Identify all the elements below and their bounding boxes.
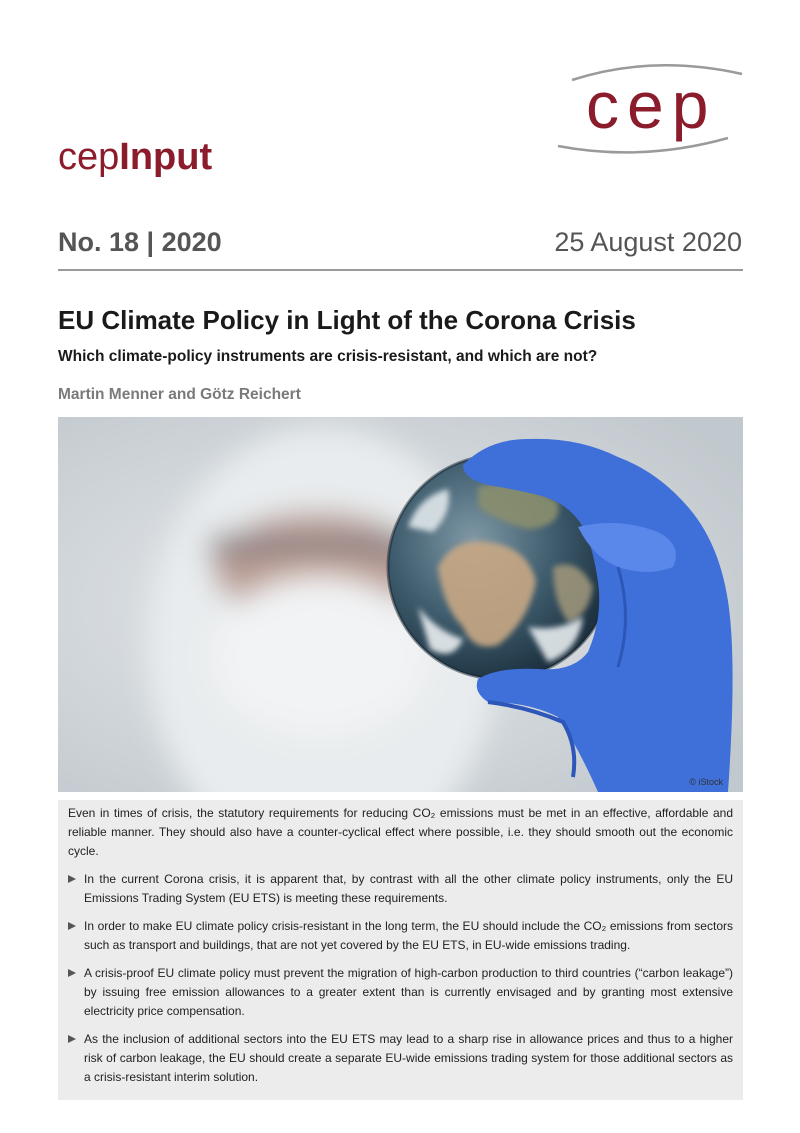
bullet-arrow-icon: [68, 1035, 76, 1043]
bullet-text: In order to make EU climate policy crisis-resistant in the long term, the EU should include the CO₂ emissions from sectors such as transport and buildings, that are not yet covered by the EU ETS, in EU-wide emissions trading.: [84, 919, 733, 952]
summary-box: [58, 800, 743, 1100]
brand-part2: Input: [119, 136, 213, 178]
image-credit: © iStock: [689, 777, 723, 787]
bullet-text: In the current Corona crisis, it is apparent that, by contrast with all the other climate policy instruments, only the EU Emissions Trading System (EU ETS) is meeting these requirements.: [84, 872, 733, 905]
summary-bullet: [68, 964, 733, 1021]
logo-text: cep: [586, 68, 717, 142]
cep-logo: [552, 58, 748, 158]
bullet-arrow-icon: [68, 922, 76, 930]
bullet-text: A crisis-proof EU climate policy must prevent the migration of high-carbon production to third countries (“carbon leakage”) by issuing free emission allowances to a greater extent than is currently envisaged and by granting most extensive electricity price compensation.: [84, 966, 733, 1018]
publication-date: 25 August 2020: [554, 227, 742, 257]
bullet-arrow-icon: [68, 969, 76, 977]
summary-bullet: [68, 1030, 733, 1087]
bullet-text: As the inclusion of additional sectors into the EU ETS may lead to a sharp rise in allowance prices and thus to a higher risk of carbon leakage, the EU should create a separate EU-wide emissions trading system for those additional sectors as a crisis-resistant interim solution.: [84, 1032, 733, 1084]
authors: Martin Menner and Götz Reichert: [58, 386, 301, 403]
summary-intro: Even in times of crisis, the statutory requirements for reducing CO₂ emissions must be met in an effective, affordable and reliable manner. They should also have a counter-cyclical effect where possible, i.e. they should smooth out the economic cycle.: [68, 806, 733, 858]
summary-bullet: [68, 917, 733, 955]
header-divider: [58, 269, 743, 271]
page-title: EU Climate Policy in Light of the Corona Crisis: [58, 305, 636, 335]
cover-image: [58, 417, 743, 792]
series-brand: [58, 134, 212, 180]
globe-in-glove-illustration: [58, 417, 743, 792]
summary-bullet: [68, 870, 733, 908]
page-subtitle: Which climate-policy instruments are crisis-resistant, and which are not?: [58, 348, 598, 365]
issue-number: No. 18 | 2020: [58, 227, 222, 257]
brand-part1: cep: [58, 136, 120, 178]
bullet-arrow-icon: [68, 875, 76, 883]
